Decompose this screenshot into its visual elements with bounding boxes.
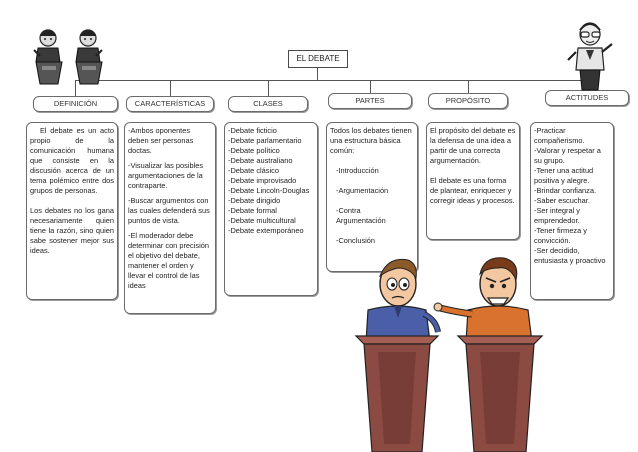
caracteristica-item: -El moderador debe determinar con precisión el objetivo del debate, mantener el orden y llevar el control de las ideas: [128, 231, 209, 290]
clase-item: -Debate clásico: [228, 166, 279, 175]
branch-connector-5: [468, 80, 469, 93]
clase-item: -Debate australiano: [228, 156, 293, 165]
clase-item: -Debate ficticio: [228, 126, 277, 135]
header-caracteristicas: CARACTERÍSTICAS: [126, 96, 214, 112]
clase-item: -Debate improvisado: [228, 176, 297, 185]
clases-box: [224, 122, 318, 296]
diagram-title: EL DEBATE: [288, 50, 348, 68]
parte-item: -Conclusión: [336, 236, 376, 245]
two-podiums-debaters-icon: [338, 248, 550, 452]
branch-line: [75, 80, 595, 81]
header-partes: PARTES: [328, 93, 412, 109]
proposito-paragraph-1: El propósito del debate es la defensa de una idea a partir de una correcta argumentación.: [430, 126, 516, 165]
caracteristicas-box: [124, 122, 216, 314]
clase-item: -Debate Lincoln-Douglas: [228, 186, 310, 195]
proposito-paragraph-2: El debate es una forma de plantear, enriquecer y corregir ideas y procesos.: [430, 176, 515, 205]
clase-item: -Debate parlamentario: [228, 136, 302, 145]
parte-item: -Introducción: [336, 166, 379, 175]
header-actitudes: ACTITUDES: [545, 90, 629, 106]
header-clases: CLASES: [228, 96, 308, 112]
debater-right-icon: [566, 20, 616, 92]
proposito-box: [426, 122, 520, 240]
clase-item: -Debate político: [228, 146, 280, 155]
actitud-item: -Valorar y respetar a su grupo.: [534, 146, 601, 165]
parte-item: -Argumentación: [336, 186, 389, 195]
definicion-box: [26, 122, 118, 300]
definicion-paragraph-2: Los debates no los gana necesariamente quien tiene la razón, sino quien sabe sostener mejor sus ideas.: [30, 206, 114, 255]
definicion-paragraph-1: El debate es un acto propio de la comunicación humana que consiste en la discusión acerca de un tema polémico entre dos grupos de personas.: [30, 126, 114, 195]
left-debater: [366, 259, 438, 342]
title-connector: [317, 68, 318, 80]
partes-intro: Todos los debates tienen una estructura básica común:: [330, 126, 412, 155]
actitud-item: -Ser decidido, entusiasta y proactivo: [534, 246, 606, 265]
branch-connector-4: [370, 80, 371, 93]
clase-item: -Debate dirigido: [228, 196, 281, 205]
clase-item: -Debate extemporáneo: [228, 226, 304, 235]
header-proposito: PROPÓSITO: [428, 93, 508, 109]
branch-connector-2: [170, 80, 171, 96]
actitud-item: -Brindar confianza.: [534, 186, 597, 195]
parte-item: -Contra Argumentación: [336, 206, 386, 225]
caracteristica-item: -Buscar argumentos con las cuales defenderá sus puntos de vista.: [128, 196, 210, 225]
actitud-item: -Tener una actitud positiva y alegre.: [534, 166, 594, 185]
actitud-item: -Tener firmeza y convicción.: [534, 226, 587, 245]
caracteristica-item: -Visualizar las posibles argumentaciones de la contraparte.: [128, 161, 204, 190]
actitud-item: -Ser integral y emprendedor.: [534, 206, 581, 225]
caracteristica-item: -Ambos oponentes deben ser personas doctas.: [128, 126, 194, 155]
clase-item: -Debate multicultural: [228, 216, 296, 225]
clase-item: -Debate formal: [228, 206, 277, 215]
two-debaters-left-icon: [30, 22, 108, 86]
actitud-item: -Saber escuchar.: [534, 196, 590, 205]
branch-connector-3: [268, 80, 269, 96]
right-debater: [434, 258, 532, 342]
header-definicion: DEFINICIÓN: [33, 96, 118, 112]
actitud-item: -Practicar compañerismo.: [534, 126, 585, 145]
